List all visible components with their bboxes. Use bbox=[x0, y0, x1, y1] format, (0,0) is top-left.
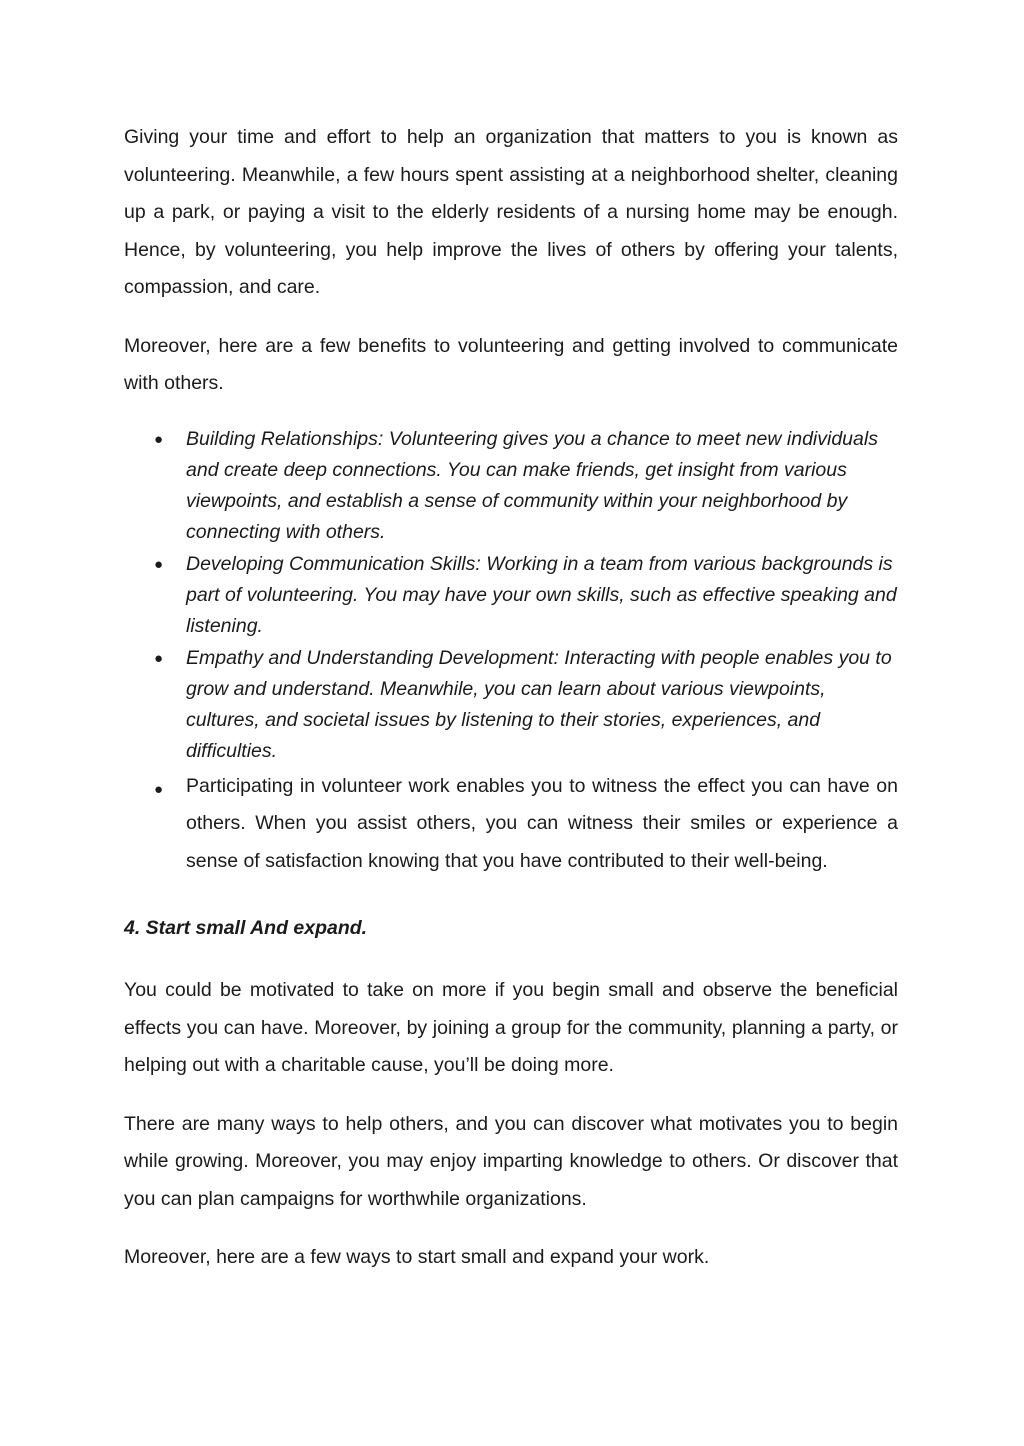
body-paragraph-start-small: You could be motivated to take on more if you begin small and observe the beneficial effects you can have. Moreover, by joining a group for the community, planning a party, or helping out with a charitable cause, you’ll be doing more. bbox=[124, 979, 898, 1077]
list-item-text: Building Relationships: Volunteering gives you a chance to meet new individuals and create deep connections. You can make friends, get insight from various viewpoints, and establish a sense of community within your neighborhood by connecting with others. bbox=[186, 427, 878, 544]
bullet-icon: ● bbox=[154, 430, 164, 448]
list-item bbox=[124, 424, 898, 549]
list-item bbox=[124, 549, 898, 643]
list-item bbox=[124, 643, 898, 768]
bullet-icon: ● bbox=[154, 780, 164, 798]
intro-paragraph-benefits: Moreover, here are a few benefits to volunteering and getting involved to communicate with others. bbox=[124, 334, 898, 394]
body-paragraph-ways-to-help: There are many ways to help others, and you can discover what motivates you to begin while growing. Moreover, you may enjoy imparting knowledge to others. Or discover that you can plan campaigns for worthwhile organizations. bbox=[124, 1112, 898, 1210]
body-paragraph-ways-to-expand: Moreover, here are a few ways to start small and expand your work. bbox=[124, 1246, 710, 1269]
document-page bbox=[124, 119, 898, 1298]
list-item-text: Developing Communication Skills: Working in a team from various backgrounds is part of volunteering. You may have your own skills, such as effective speaking and listening. bbox=[186, 552, 897, 638]
bullet-icon: ● bbox=[154, 649, 164, 667]
list-item-text: Participating in volunteer work enables you to witness the effect you can have on others. When you assist others, you can witness their smiles or experience a sense of satisfaction knowing that you have contributed to their well-being. bbox=[186, 774, 898, 872]
list-item-text: Empathy and Understanding Development: Interacting with people enables you to grow and understand. Meanwhile, you can learn about various viewpoints, cultures, and societal issues by listening to their stories, experiences, and difficulties. bbox=[186, 646, 892, 763]
list-item bbox=[124, 768, 898, 881]
benefits-list bbox=[124, 424, 898, 881]
intro-paragraph-volunteering: Giving your time and effort to help an organization that matters to you is known as volunteering. Meanwhile, a few hours spent assisting at a neighborhood shelter, cleaning up a park, or paying a visit to the elderly residents of a nursing home may be enough. Hence, by volunteering, you help improve the lives of others by offering your talents, compassion, and care. bbox=[124, 126, 898, 298]
section-heading: 4. Start small And expand. bbox=[124, 917, 368, 940]
bullet-icon: ● bbox=[154, 555, 164, 573]
